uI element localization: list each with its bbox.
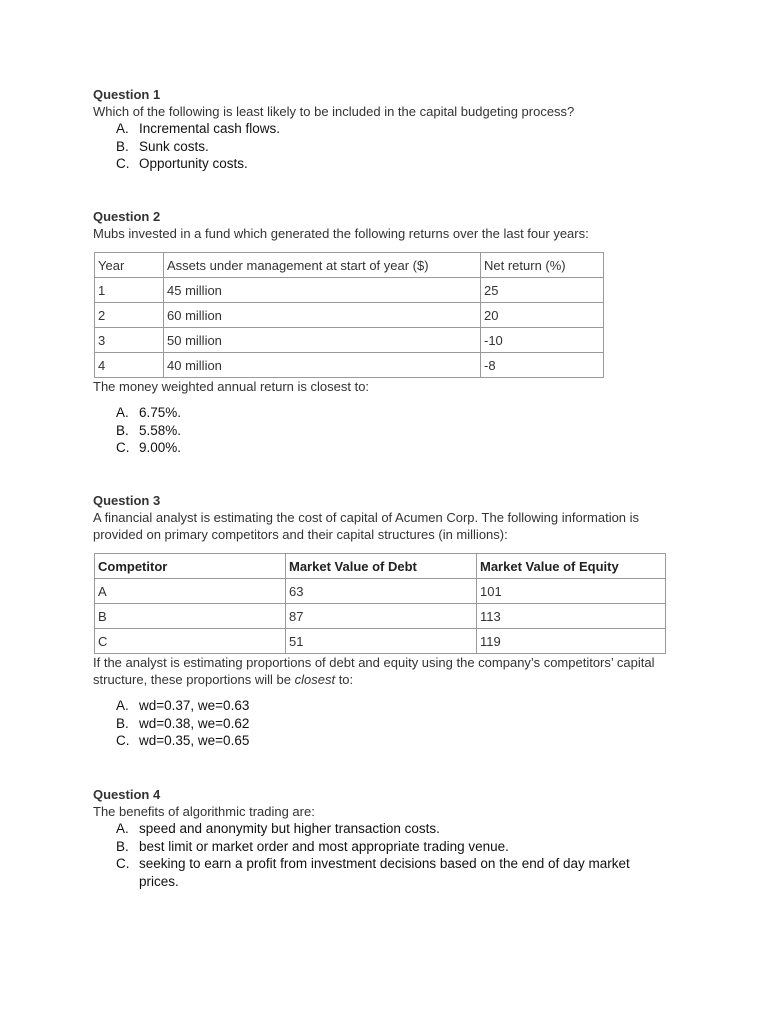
table-cell: 45 million — [164, 278, 481, 303]
table-header-cell: Year — [95, 253, 164, 278]
table-cell: 119 — [477, 629, 666, 654]
option-a — [93, 820, 673, 838]
options-list — [93, 404, 673, 457]
table-cell: B — [95, 604, 286, 629]
question-text: The benefits of algorithmic trading are: — [93, 804, 315, 819]
option-letter: B. — [116, 138, 129, 154]
option-text: 5.58%. — [139, 422, 182, 438]
question-text: Mubs invested in a fund which generated the following returns over the last four years: — [93, 226, 589, 241]
option-text: Incremental cash flows. — [139, 121, 281, 136]
question-title: Question 4 — [93, 787, 161, 802]
option-letter: B. — [116, 838, 129, 854]
question-2 — [93, 208, 673, 242]
table-cell: 4 — [95, 353, 164, 378]
table-cell: 87 — [286, 604, 477, 629]
option-letter: A. — [116, 405, 129, 420]
table-cell: 2 — [95, 303, 164, 328]
question-title: Question 3 — [93, 493, 161, 508]
question-text: A financial analyst is estimating the cost of capital of Acumen Corp. The following information is provided on primary competitors and their capital structures (in millions): — [93, 510, 640, 542]
table-cell: 1 — [95, 278, 164, 303]
question-3-options — [93, 697, 673, 750]
option-c — [93, 439, 673, 457]
question-1 — [93, 86, 673, 173]
table-header-cell: Market Value of Debt — [286, 554, 477, 579]
table-header-cell: Market Value of Equity — [477, 554, 666, 579]
table-header-cell: Net return (%) — [481, 253, 604, 278]
table-row — [95, 353, 604, 378]
table-row — [95, 303, 604, 328]
option-b — [93, 138, 673, 156]
table-header-row — [95, 554, 666, 579]
option-text: 6.75%. — [139, 405, 182, 420]
table-header-cell: Competitor — [95, 554, 286, 579]
option-c — [93, 155, 673, 173]
question-text: Which of the following is least likely to be included in the capital budgeting process? — [93, 104, 575, 119]
option-text: Sunk costs. — [139, 138, 209, 154]
options-list — [93, 697, 673, 750]
table-cell: 40 million — [164, 353, 481, 378]
table-row — [95, 629, 666, 654]
option-b — [93, 838, 673, 856]
option-c — [93, 855, 673, 890]
option-a — [93, 404, 673, 422]
capital-structure-table — [94, 553, 666, 654]
question-prompt — [93, 654, 673, 688]
option-a — [93, 697, 673, 715]
table-row — [95, 579, 666, 604]
table-cell: 51 — [286, 629, 477, 654]
table-row — [95, 278, 604, 303]
prompt-text-end: to: — [335, 672, 354, 687]
option-text: wd=0.37, we=0.63 — [139, 698, 250, 713]
option-letter: A. — [116, 698, 129, 713]
table-cell: C — [95, 629, 286, 654]
table-header-cell: Assets under management at start of year ($) — [164, 253, 481, 278]
table-row — [95, 604, 666, 629]
option-text: speed and anonymity but higher transaction costs. — [139, 821, 440, 836]
option-text: seeking to earn a profit from investment decisions based on the end of day market prices. — [139, 856, 630, 889]
question-3 — [93, 492, 673, 543]
option-letter: A. — [116, 121, 129, 136]
option-b — [93, 715, 673, 733]
question-2-followup — [93, 378, 673, 395]
option-b — [93, 422, 673, 440]
option-letter: B. — [116, 422, 129, 438]
fund-returns-table — [94, 252, 604, 378]
table-cell: 20 — [481, 303, 604, 328]
prompt-text-start: If the analyst is estimating proportions of debt and equity using the company’s competitors’ capital structure, these proportions will be — [93, 655, 655, 687]
option-text: 9.00%. — [139, 440, 182, 455]
question-3-followup — [93, 654, 673, 688]
table-cell: 63 — [286, 579, 477, 604]
table-row — [95, 328, 604, 353]
table-cell: A — [95, 579, 286, 604]
question-2-options — [93, 404, 673, 457]
option-c — [93, 732, 673, 750]
question-prompt: The money weighted annual return is closest to: — [93, 379, 370, 394]
prompt-emphasis: closest — [294, 672, 336, 687]
table-header-row — [95, 253, 604, 278]
option-letter: C. — [116, 156, 130, 171]
option-text: best limit or market order and most appropriate trading venue. — [139, 838, 509, 854]
option-a — [93, 120, 673, 138]
table-cell: 60 million — [164, 303, 481, 328]
table-cell: -10 — [481, 328, 604, 353]
table-cell: 113 — [477, 604, 666, 629]
options-list — [93, 120, 673, 173]
question-title: Question 2 — [93, 209, 161, 224]
option-text: wd=0.38, we=0.62 — [139, 715, 250, 731]
option-letter: C. — [116, 856, 130, 871]
option-letter: B. — [116, 715, 129, 731]
table-cell: 3 — [95, 328, 164, 353]
option-letter: C. — [116, 440, 130, 455]
table-cell: 50 million — [164, 328, 481, 353]
table-cell: -8 — [481, 353, 604, 378]
option-text: wd=0.35, we=0.65 — [139, 733, 250, 748]
option-letter: C. — [116, 733, 130, 748]
table-cell: 101 — [477, 579, 666, 604]
option-text: Opportunity costs. — [139, 156, 248, 171]
option-letter: A. — [116, 821, 129, 836]
question-4 — [93, 786, 673, 890]
table-cell: 25 — [481, 278, 604, 303]
question-title: Question 1 — [93, 87, 161, 102]
options-list — [93, 820, 673, 890]
